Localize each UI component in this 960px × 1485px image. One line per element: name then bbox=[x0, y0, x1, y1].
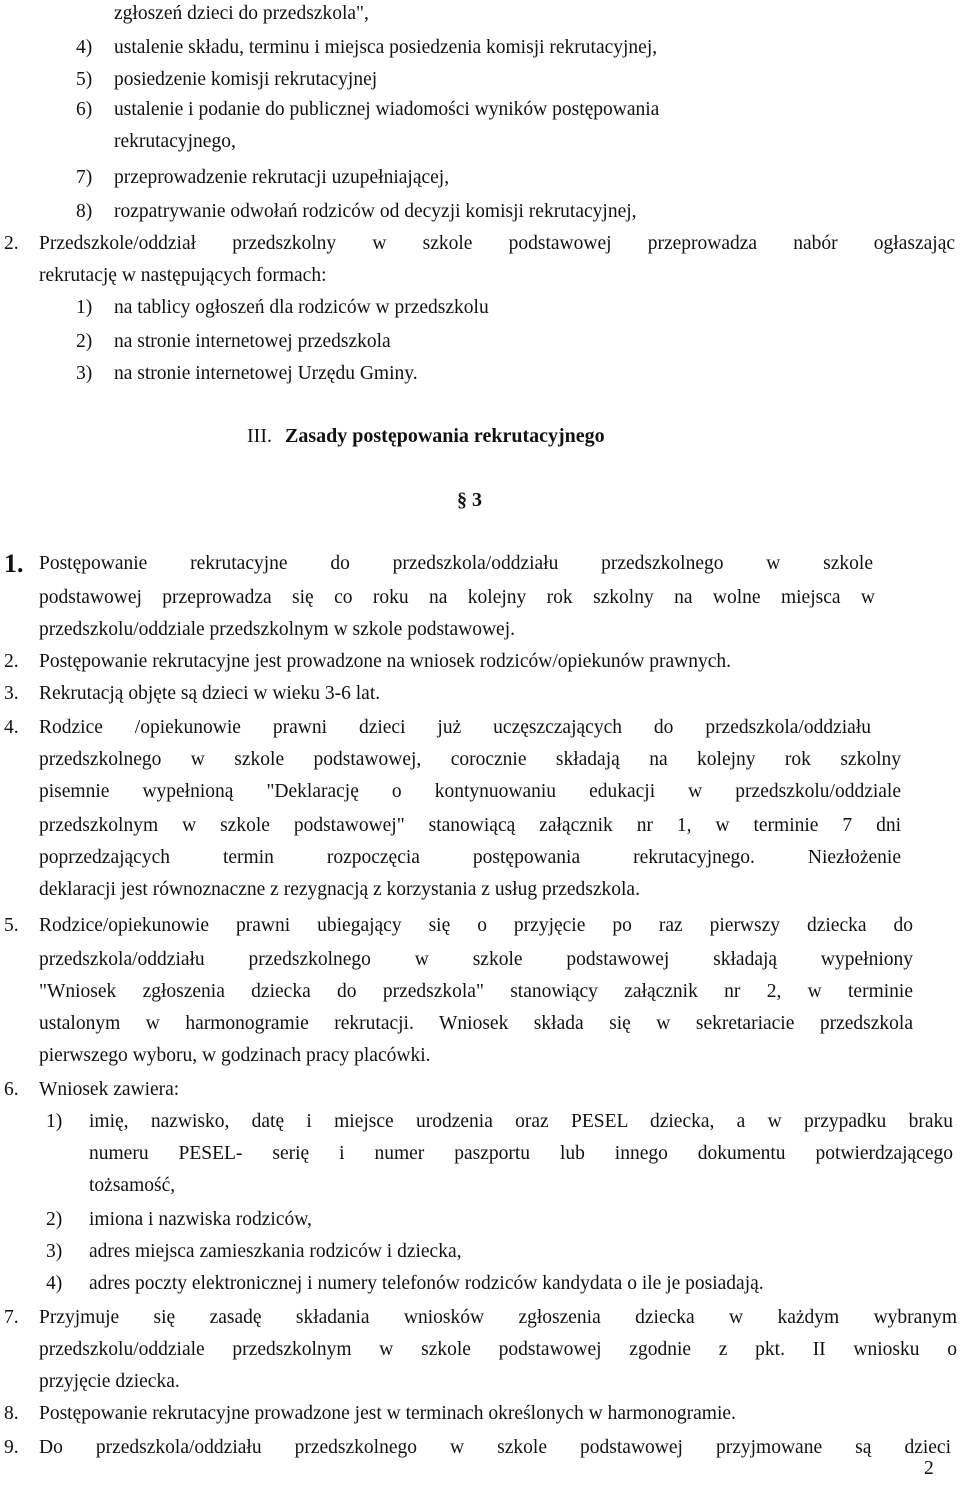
point-text: przedszkolnym w szkole podstawowej" stanowiącą załącznik nr 1, w terminie 7 dni bbox=[39, 815, 901, 836]
point-text: Do przedszkola/oddziału przedszkolnego w szkole podstawowej przyjmowane są dzieci bbox=[39, 1437, 951, 1458]
point-text: poprzedzających termin rozpoczęcia postępowania rekrutacyjnego. Niezłożenie bbox=[39, 847, 901, 868]
section-text: Przedszkole/oddział przedszkolny w szkole podstawowej przeprowadza nabór ogłaszając bbox=[39, 233, 955, 254]
list-item: na stronie internetowej przedszkola bbox=[114, 331, 391, 352]
list-item: na tablicy ogłoszeń dla rodziców w przedszkolu bbox=[114, 297, 489, 318]
point-text: Postępowanie rekrutacyjne prowadzone jest w terminach określonych w harmonogramie. bbox=[39, 1403, 736, 1424]
section-number: 2. bbox=[4, 233, 19, 254]
list-item: tożsamość, bbox=[89, 1175, 176, 1196]
point-number: 5. bbox=[4, 915, 19, 936]
section-text: rekrutację w następujących formach: bbox=[39, 265, 327, 286]
list-number: 1) bbox=[76, 297, 93, 318]
list-number: 2) bbox=[76, 331, 93, 352]
point-number: 1. bbox=[4, 549, 24, 578]
list-number: 4) bbox=[46, 1273, 63, 1294]
list-item: imię, nazwisko, datę i miejsce urodzenia oraz PESEL dziecka, a w przypadku braku bbox=[89, 1111, 953, 1132]
point-text: przedszkolu/oddziale przedszkolnym w szkole podstawowej. bbox=[39, 619, 515, 640]
list-item: na stronie internetowej Urzędu Gminy. bbox=[114, 363, 418, 384]
list-number: 3) bbox=[46, 1241, 63, 1262]
point-text: Wniosek zawiera: bbox=[39, 1079, 180, 1100]
list-continuation: zgłoszeń dzieci do przedszkola", bbox=[114, 3, 369, 24]
point-number: 3. bbox=[4, 683, 19, 704]
list-number: 3) bbox=[76, 363, 93, 384]
point-text: Przyjmuje się zasadę składania wniosków zgłoszenia dziecka w każdym wybranym bbox=[39, 1307, 957, 1328]
point-number: 9. bbox=[4, 1437, 19, 1458]
list-item: adres poczty elektronicznej i numery telefonów rodziców kandydata o ile je posiadają. bbox=[89, 1273, 764, 1294]
list-number: 5) bbox=[76, 69, 93, 90]
point-text: Postępowanie rekrutacyjne do przedszkola/oddziału przedszkolnego w szkole bbox=[39, 553, 873, 574]
point-number: 7. bbox=[4, 1307, 19, 1328]
list-item: ustalenie i podanie do publicznej wiadomości wyników postępowania bbox=[114, 99, 660, 120]
list-item: posiedzenie komisji rekrutacyjnej bbox=[114, 69, 378, 90]
list-number: 7) bbox=[76, 167, 93, 188]
point-number: 8. bbox=[4, 1403, 19, 1424]
list-item: rozpatrywanie odwołań rodziców od decyzji komisji rekrutacyjnej, bbox=[114, 201, 637, 222]
list-number: 4) bbox=[76, 37, 93, 58]
list-item: numeru PESEL- serię i numer paszportu lub innego dokumentu potwierdzającego bbox=[89, 1143, 953, 1164]
point-text: pisemnie wypełnioną "Deklarację o kontynuowaniu edukacji w przedszkolu/oddziale bbox=[39, 781, 901, 802]
point-text: deklaracji jest równoznaczne z rezygnacją z korzystania z usług przedszkola. bbox=[39, 879, 640, 900]
chapter-roman: III. bbox=[247, 425, 272, 447]
list-number: 1) bbox=[46, 1111, 63, 1132]
point-text: Rodzice /opiekunowie prawni dzieci już uczęszczających do przedszkola/oddziału bbox=[39, 717, 871, 738]
point-text: przedszkolu/oddziale przedszkolnym w szkole podstawowej zgodnie z pkt. II wniosku o bbox=[39, 1339, 957, 1360]
list-number: 6) bbox=[76, 99, 93, 120]
point-text: przedszkola/oddziału przedszkolnego w szkole podstawowej składają wypełniony bbox=[39, 949, 913, 970]
point-text: Rekrutacją objęte są dzieci w wieku 3-6 lat. bbox=[39, 683, 381, 704]
list-number: 2) bbox=[46, 1209, 63, 1230]
page-number: 2 bbox=[924, 1458, 934, 1479]
point-text: Rodzice/opiekunowie prawni ubiegający się o przyjęcie po raz pierwszy dziecka do bbox=[39, 915, 913, 936]
list-item: imiona i nazwiska rodziców, bbox=[89, 1209, 312, 1230]
list-item: przeprowadzenie rekrutacji uzupełniającej, bbox=[114, 167, 450, 188]
point-text: "Wniosek zgłoszenia dziecka do przedszkola" stanowiący załącznik nr 2, w terminie bbox=[39, 981, 913, 1002]
list-item: adres miejsca zamieszkania rodziców i dziecka, bbox=[89, 1241, 462, 1262]
chapter-title: Zasady postępowania rekrutacyjnego bbox=[285, 425, 605, 447]
point-text: ustalonym w harmonogramie rekrutacji. Wniosek składa się w sekretariacie przedszkola bbox=[39, 1013, 913, 1034]
point-number: 6. bbox=[4, 1079, 19, 1100]
list-number: 8) bbox=[76, 201, 93, 222]
point-text: pierwszego wyboru, w godzinach pracy placówki. bbox=[39, 1045, 431, 1066]
list-item: ustalenie składu, terminu i miejsca posiedzenia komisji rekrutacyjnej, bbox=[114, 37, 658, 58]
list-item: rekrutacyjnego, bbox=[114, 131, 236, 152]
point-number: 2. bbox=[4, 651, 19, 672]
point-text: przedszkolnego w szkole podstawowej, corocznie składają na kolejny rok szkolny bbox=[39, 749, 901, 770]
point-text: przyjęcie dziecka. bbox=[39, 1371, 180, 1392]
point-number: 4. bbox=[4, 717, 19, 738]
point-text: Postępowanie rekrutacyjne jest prowadzone na wniosek rodziców/opiekunów prawnych. bbox=[39, 651, 732, 672]
paragraph-sign: § 3 bbox=[457, 489, 482, 511]
point-text: podstawowej przeprowadza się co roku na kolejny rok szkolny na wolne miejsca w bbox=[39, 587, 875, 608]
